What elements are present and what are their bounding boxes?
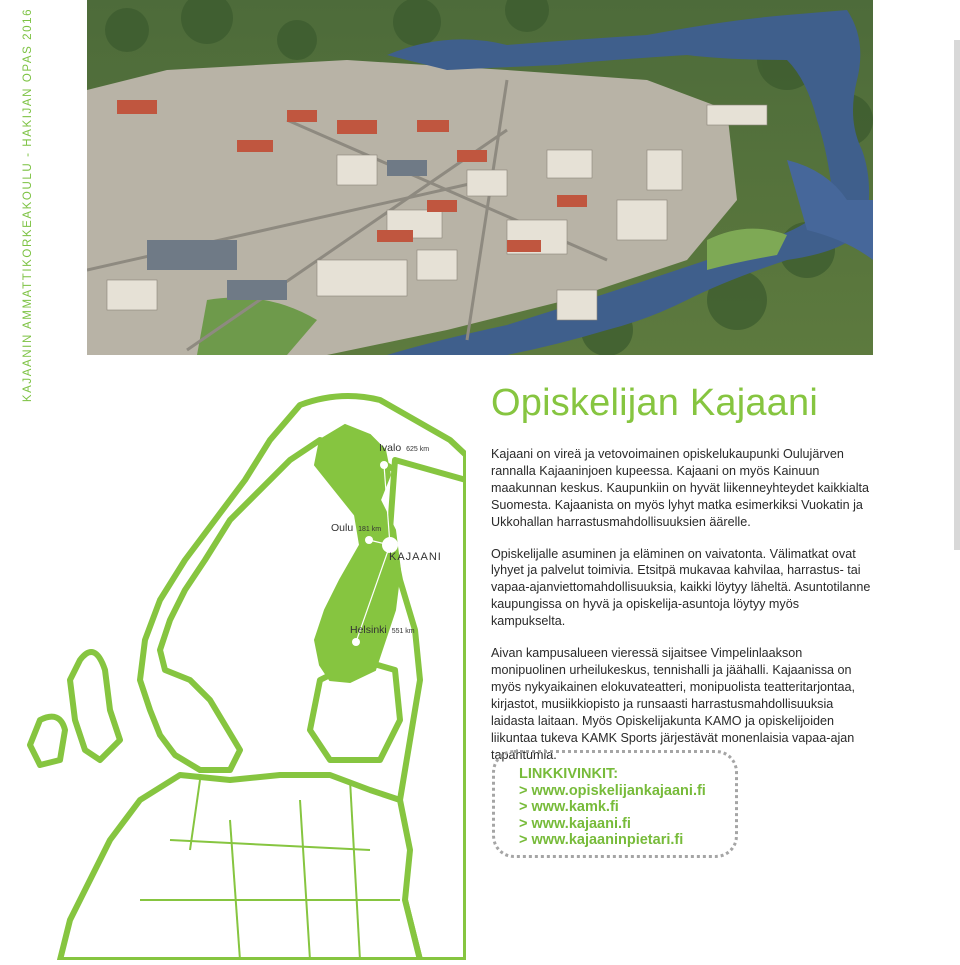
paragraph-leisure: Aivan kampusalueen vieressä sijaitsee Vimpelinlaakson monipuolinen urheilukeskus, tennishalli ja jäähalli. Kajaanissa on myös nykyaikainen elokuvateatteri, monipuolista teatteritarjontaa, kirjastot, musiikkiopisto ja runsaasti harrastusmahdollisuuksia laidasta laitaan. Myös Opiskelijakunta KAMO ja opiskelijoiden liikuntaa tukeva KAMK Sports järjestävät monenlaisia vapaa-ajan tapahtumia.	[491, 646, 856, 762]
oulu-label: Oulu 181 km	[331, 522, 382, 534]
mainland-europe-shape	[60, 775, 420, 960]
aerial-city-photo	[87, 0, 873, 355]
ivalo-dot	[380, 461, 388, 469]
uk-shape	[70, 652, 120, 760]
helsinki-label: Helsinki 551 km	[350, 624, 415, 636]
side-label-text: KAJAANIN AMMATTIKORKEAKOULU - HAKIJAN OPAS 2016	[22, 7, 34, 403]
paragraph-intro: Kajaani on vireä ja vetovoimainen opiskelukaupunki Oulujärven rannalla Kajaaninjoen kupeessa. Kajaani on myös Kainuun maakunnan keskus. Kaupunkiin on hyvät liikenneyhteydet kaikkialta Suomesta. Kajaanista on myös lyhyt matka esimerkiksi Vuokatin ja Ukkohallan harrastusmahdollisuuksien äärelle.	[491, 447, 870, 529]
page-edge	[954, 40, 960, 550]
link-opiskelijankajaani[interactable]: > www.opiskelijankajaani.fi	[519, 783, 735, 800]
links-heading: LINKKIVINKIT:	[519, 766, 619, 782]
article-body	[491, 446, 873, 778]
link-kamk[interactable]: > www.kamk.fi	[519, 799, 735, 816]
document-side-label	[18, 7, 38, 403]
ivalo-label: Ivalo 625 km	[379, 442, 430, 454]
oulu-dot	[365, 536, 373, 544]
links-box	[492, 750, 738, 858]
link-kajaaninpietari[interactable]: > www.kajaaninpietari.fi	[519, 832, 735, 849]
page-title: Opiskelijan Kajaani	[491, 382, 818, 424]
paragraph-living: Opiskelijalle asuminen ja eläminen on vaivatonta. Välimatkat ovat lyhyet ja palvelut toimivia. Etsitpä mukavaa kahvilaa, harrastus- tai vapaa-ajanviettomahdollisuuksia, kaikki löytyy läheltä. Asuntotilanne kaupungissa on hyvä ja opiskelija-asuntoja löytyy myös kampukselta.	[491, 546, 871, 629]
kajaani-label: KAJAANI	[389, 551, 442, 563]
europe-map	[0, 380, 466, 960]
helsinki-dot	[352, 638, 360, 646]
link-kajaani[interactable]: > www.kajaani.fi	[519, 816, 735, 833]
ireland-shape	[30, 717, 65, 765]
